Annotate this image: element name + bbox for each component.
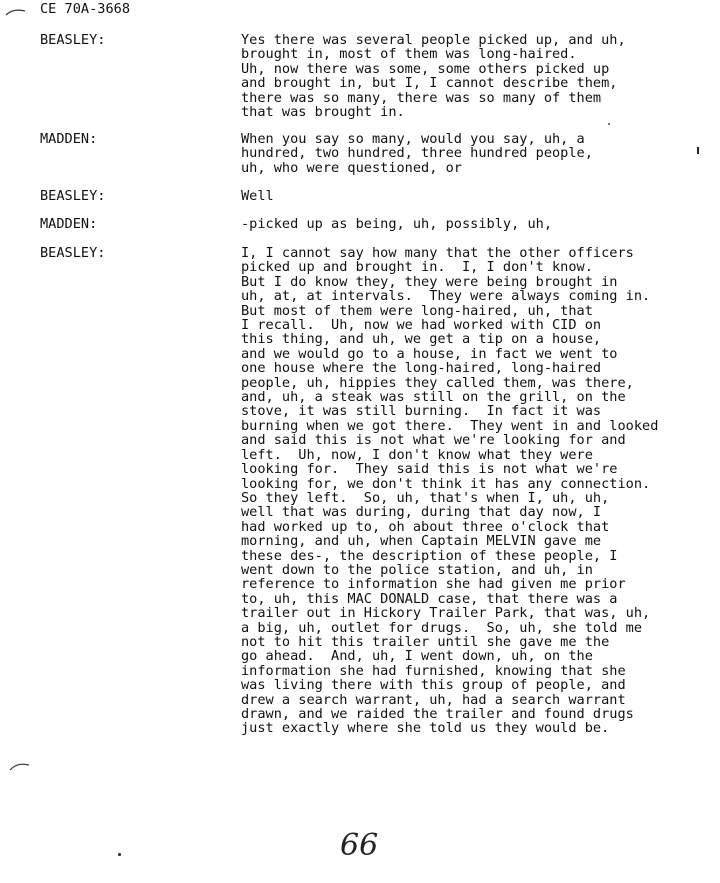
text-line: and brought in, but I, I cannot describe them,	[241, 75, 618, 92]
text-line: drew a search warrant, uh, had a search warrant	[241, 691, 626, 708]
text-line: a big, uh, outlet for drugs. So, uh, she told me	[241, 619, 643, 636]
text-line: go ahead. And, uh, I went down, uh, on the	[241, 648, 593, 665]
text-line: there was so many, there was so many of them	[241, 89, 602, 106]
margin-tick-mark	[697, 147, 699, 154]
text-line: was living there with this group of people, and	[241, 677, 626, 694]
text-line: information she had furnished, knowing that she	[241, 662, 626, 679]
speaker-label: BEASLEY:	[40, 32, 106, 48]
entry-text	[241, 132, 593, 175]
text-line: brought in, most of them was long-haired.	[241, 46, 577, 63]
entry-text	[241, 217, 552, 231]
text-line: burning when we got there. They went in and looked	[241, 417, 659, 434]
text-line: had worked up to, oh about three o'clock that	[241, 518, 610, 535]
text-line: this thing, and uh, we get a tip on a house,	[241, 331, 602, 348]
text-line: these des-, the description of these people, I	[241, 547, 618, 564]
text-line: But most of them were long-haired, uh, that	[241, 302, 593, 319]
text-line: well that was during, during that day now, I	[241, 504, 602, 521]
text-line: But I do know they, they were being brought in	[241, 273, 618, 290]
page-number: 66	[340, 828, 379, 863]
text-line: picked up and brought in. I, I don't know.	[241, 259, 593, 276]
text-line: and, uh, a steak was still on the grill, on the	[241, 389, 626, 406]
corner-mark-bottom	[8, 759, 32, 773]
text-line: Well	[241, 188, 274, 204]
text-line: and said this is not what we're looking for and	[241, 432, 626, 449]
apostrophe-mark	[608, 123, 610, 125]
text-line: So they left. So, uh, that's when I, uh, uh,	[241, 489, 610, 506]
text-line: one house where the long-haired, long-haired	[241, 360, 602, 377]
text-line: stove, it was still burning. In fact it was	[241, 403, 602, 420]
text-line: -picked up as being, uh, possibly, uh,	[241, 216, 552, 232]
text-line: Uh, now there was some, some others picked up	[241, 60, 610, 77]
text-line: When you say so many, would you say, uh, a	[241, 131, 585, 147]
entry-text	[241, 33, 626, 119]
entry-text	[241, 189, 274, 203]
speaker-label: MADDEN:	[40, 131, 98, 147]
text-line: morning, and uh, when Captain MELVIN gave me	[241, 533, 602, 550]
text-line: people, uh, hippies they called them, was there,	[241, 374, 634, 391]
document-id: CE 70A-3668	[40, 1, 131, 17]
entry-text	[241, 246, 658, 736]
text-line: hundred, two hundred, three hundred people,	[241, 145, 593, 162]
text-line: I, I cannot say how many that the other officers	[241, 245, 634, 261]
text-line: looking for, we don't think it has any connection.	[241, 475, 651, 492]
text-line: not to hit this trailer until she gave me the	[241, 633, 610, 650]
text-line: just exactly where she told us they would be.	[241, 720, 610, 737]
text-line: uh, who were questioned, or	[241, 159, 462, 176]
text-line: left. Uh, now, I don't know what they were	[241, 446, 593, 463]
text-line: that was brought in.	[241, 104, 405, 121]
text-line: to, uh, this MAC DONALD case, that there was a	[241, 590, 618, 607]
text-line: looking for. They said this is not what we're	[241, 461, 618, 478]
speaker-label: BEASLEY:	[40, 245, 106, 261]
text-line: I recall. Uh, now we had worked with CID on	[241, 317, 602, 334]
text-line: and we would go to a house, in fact we went to	[241, 345, 618, 362]
speaker-label: BEASLEY:	[40, 188, 106, 204]
text-line: trailer out in Hickory Trailer Park, that was, uh,	[241, 605, 651, 622]
text-line: reference to information she had given me prior	[241, 576, 626, 593]
text-line: Yes there was several people picked up, and uh,	[241, 32, 626, 48]
dot-mark	[118, 853, 121, 856]
text-line: went down to the police station, and uh, in	[241, 561, 593, 578]
speaker-label: MADDEN:	[40, 216, 98, 232]
text-line: drawn, and we raided the trailer and found drugs	[241, 706, 634, 722]
text-line: uh, at, at intervals. They were always coming in.	[241, 288, 651, 305]
corner-mark-top	[4, 6, 28, 18]
